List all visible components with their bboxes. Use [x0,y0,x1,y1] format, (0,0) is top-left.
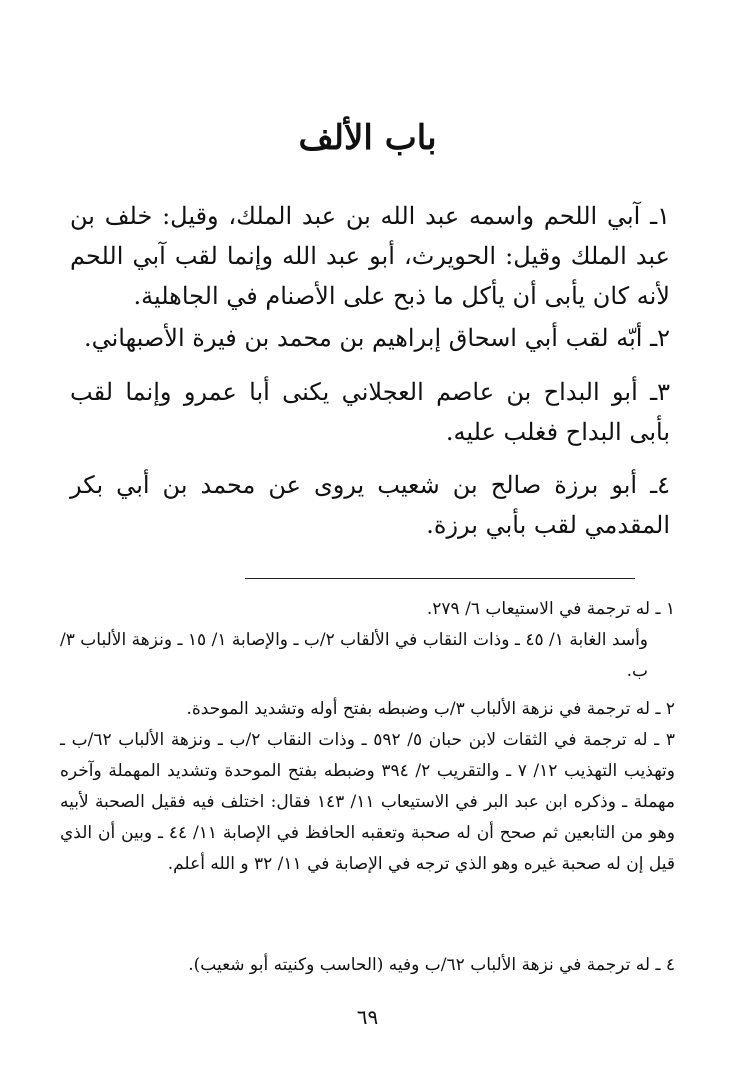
footnote-separator [245,578,635,579]
entry-1: ١ـ آبي اللحم واسمه عبد الله بن عبد الملك، وقيل: خلف بن عبد الملك وقيل: الحويرث، أبو عبد الله وإنما لقب آبي اللحم لأنه كان يأبى أن يأكل ما ذبح على الأصنام في الجاهلية. [70,202,670,310]
entry-4: ٤ـ أبو برزة صالح بن شعيب يروى عن محمد بن أبي بكر المقدمي لقب بأبي برزة. [70,471,670,539]
chapter-title: باب الألف [298,118,437,158]
page-number: ٦٩ [356,1005,379,1029]
footnote-4: ٤ ـ له ترجمة في نزهة الألباب ٦٢/ب وفيه (الحاسب وكنيته أبو شعيب). [188,955,675,975]
footnote-1-continued: وأسد الغابة ١/ ٤٥ ـ وذات النقاب في الألقاب ٢/ب ـ والإصابة ١/ ١٥ ـ ونزهة الألباب ٣/ ب. [60,630,649,681]
footnote-3: ٣ ـ له ترجمة في الثقات لابن حبان ٥/ ٥٩٢ ـ وذات النقاب ٢/ب ـ ونزهة الألباب ٦٢/ب ـ وتهذيب التهذيب ١٢/ ٧ ـ والتقريب ٢/ ٣٩٤ وضبطه بفتح الموحدة وتشديد المهملة وآخره مهملة ـ وذكره ابن عبد البر في الاستيعاب ١١/ ١٤٣ فقال: اختلف فيه فقيل الصحبة لأبيه وهو من التابعين ثم صحح أن له صحبة وتعقبه الحافظ في الإصابة ١١/ ٤٤ ـ وبين أن الذي قيل إن له صحبة غيره وهو الذي ترجه في الإصابة في ١١/ ٣٢ و الله أعلم. [60,730,675,874]
entry-2: ٢ـ أبّه لقب أبي اسحاق إبراهيم بن محمد بن فيرة الأصبهاني. [83,324,670,352]
footnote-2: ٢ ـ له ترجمة في نزهة الألباب ٣/ب وضبطه بفتح أوله وتشديد الموحدة. [186,699,675,719]
footnote-1: ١ ـ له ترجمة في الاستيعاب ٦/ ٢٧٩. [426,599,675,619]
entry-3: ٣ـ أبو البداح بن عاصم العجلاني يكنى أبا عمرو وإنما لقب بأبى البداح فغلب عليه. [70,378,670,446]
